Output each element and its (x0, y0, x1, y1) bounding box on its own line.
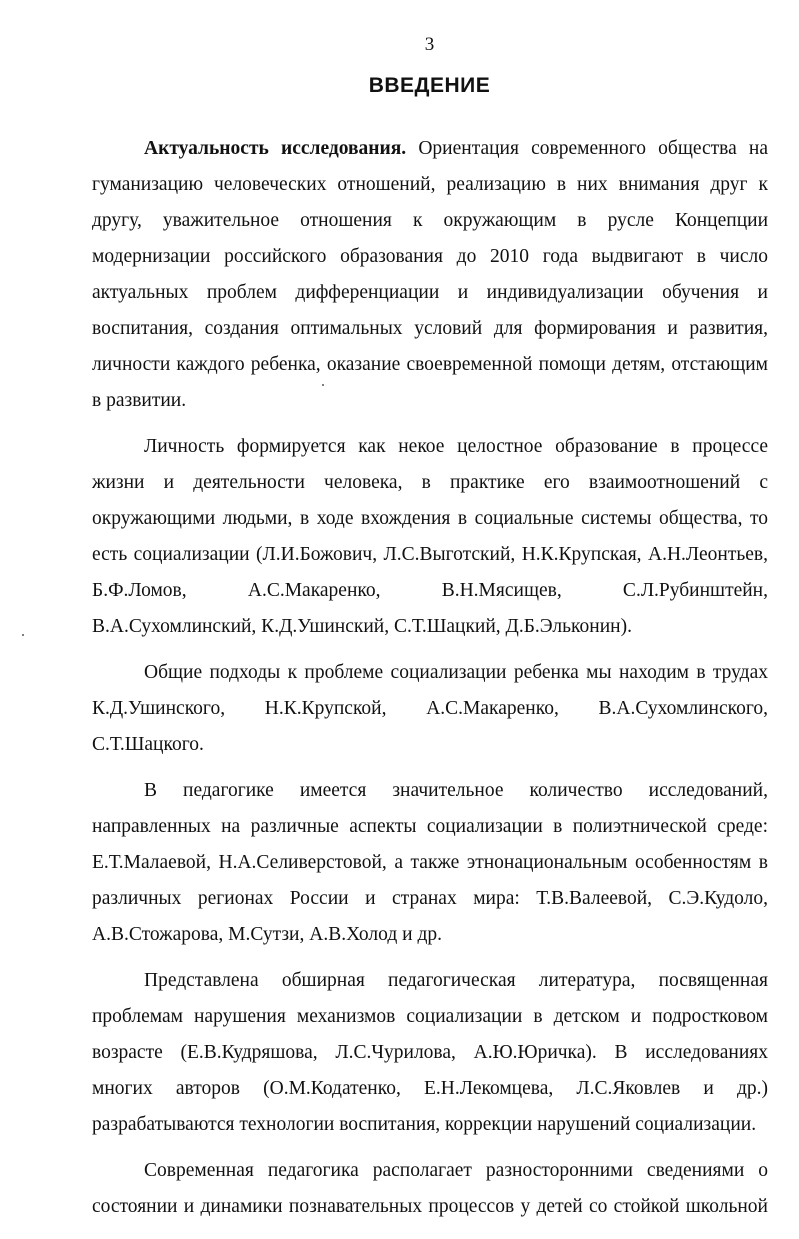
body-text (92, 131, 768, 1235)
page-number: 3 (424, 34, 435, 55)
paragraph-pedagogy-research (92, 773, 768, 953)
paragraph-text: Ориентация современного общества на гуманизацию человеческих отношений, реализацию в них внимания друг к другу, уважительное отношения к окружающим в русле Концепции модернизации российского образования до 2010 года выдвигают в число актуальных проблем дифференциации и индивидуализации обучения и воспитания, создания оптимальных условий для формирования и развития, личности каждого ребенка, оказание своевременной помощи детям, отстающим в развитии. (92, 138, 768, 411)
paragraph-text: Общие подходы к проблеме социализации ребенка мы находим в трудах К.Д.Ушинского, Н.К.Крупской, А.С.Макаренко, В.А.Сухомлинского, С.Т.Шацкого. (92, 662, 768, 755)
paragraph-text: Современная педагогика располагает разносторонними сведениями о состоянии и динамики познавательных процессов у детей со стойкой школьной (92, 1160, 768, 1217)
scan-speck (22, 634, 24, 636)
paragraph-text: В педагогике имеется значительное количество исследований, направленных на различные аспекты социализации в полиэтнической среде: Е.Т.Малаевой, Н.А.Селиверстовой, а также этнонациональным особенностям в различных регионах России и странах мира: Т.В.Валеевой, С.Э.Кудоло, А.В.Стожарова, М.Сутзи, А.В.Холод и др. (92, 780, 768, 945)
paragraph-modern-pedagogy (92, 1153, 768, 1225)
paragraph-literature (92, 963, 768, 1143)
paragraph-relevance (92, 131, 768, 419)
paragraph-personality (92, 429, 768, 645)
paragraph-approaches (92, 655, 768, 763)
paragraph-text: Представлена обширная педагогическая литература, посвященная проблемам нарушения механизмов социализации в детском и подростковом возрасте (Е.В.Кудряшова, Л.С.Чурилова, А.Ю.Юричка). В исследованиях многих авторов (О.М.Кодатенко, Е.Н.Лекомцева, Л.С.Яковлев и др.) разрабатываются технологии воспитания, коррекции нарушений социализации. (92, 970, 768, 1135)
scan-speck (322, 384, 324, 386)
section-heading: ВВЕДЕНИЕ (368, 74, 491, 97)
paragraph-text: Личность формируется как некое целостное образование в процессе жизни и деятельности человека, в практике его взаимоотношений с окружающими людьми, в ходе вхождения в социальные системы общества, то есть социализации (Л.И.Божович, Л.С.Выготский, Н.К.Крупская, А.Н.Леонтьев, Б.Ф.Ломов, А.С.Макаренко, В.Н.Мясищев, С.Л.Рубинштейн, В.А.Сухомлинский, К.Д.Ушинский, С.Т.Шацкий, Д.Б.Эльконин). (92, 436, 768, 637)
paragraph-lead: Актуальность исследования. (144, 138, 407, 159)
